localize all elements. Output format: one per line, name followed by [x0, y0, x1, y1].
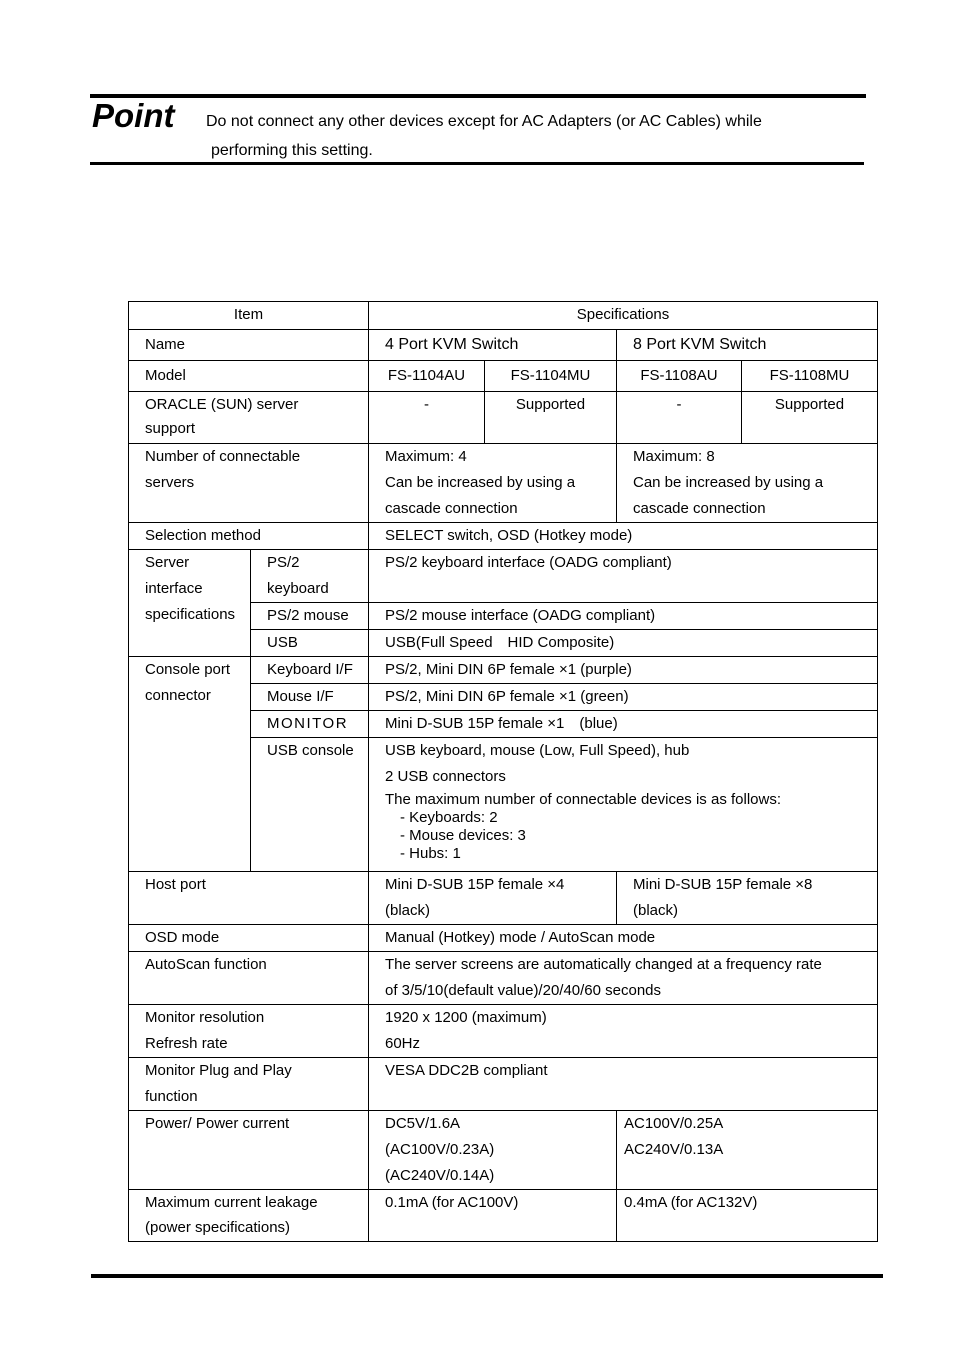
row-label — [129, 1190, 369, 1242]
point-top-rule — [90, 94, 866, 98]
row-label — [129, 1058, 369, 1111]
point-note-line2: performing this setting. — [211, 142, 373, 159]
table-header-row — [129, 302, 878, 330]
value-line: (black) — [385, 902, 431, 919]
header-specifications: Specifications — [369, 302, 878, 330]
cell-value: 0.4mA (for AC132V) — [617, 1190, 878, 1242]
cell-value: PS/2 mouse interface (OADG compliant) — [369, 603, 878, 630]
cell-value: Supported — [742, 392, 878, 444]
row-label-line: Console port — [145, 661, 231, 678]
point-note-line1: Do not connect any other devices except for AC Adapters (or AC Cables) while — [206, 113, 762, 130]
cell-value — [617, 872, 878, 925]
point-bottom-rule — [90, 162, 864, 165]
value-line: Maximum: 8 — [633, 448, 715, 465]
row-label — [129, 392, 369, 444]
row-label: Name — [129, 330, 369, 361]
value-line: USB keyboard, mouse (Low, Full Speed), hub — [385, 742, 690, 759]
sub-label: Keyboard I/F — [251, 657, 369, 684]
value-line: AC100V/0.25A — [624, 1115, 724, 1132]
row-label — [129, 444, 369, 523]
sub-label: MONITOR — [251, 711, 369, 738]
row-label-line: connector — [145, 687, 211, 704]
value-line: 60Hz — [385, 1035, 421, 1052]
value-line: of 3/5/10(default value)/20/40/60 seconds — [385, 982, 662, 999]
row-label: Power/ Power current — [129, 1111, 369, 1190]
sub-label: USB — [251, 630, 369, 657]
cell-value: FS-1108MU — [742, 361, 878, 392]
cell-value: USB(Full Speed HID Composite) — [369, 630, 878, 657]
cell-value: 4 Port KVM Switch — [369, 330, 617, 361]
table-row — [129, 1005, 878, 1058]
value-line: The server screens are automatically changed at a frequency rate — [385, 956, 822, 973]
table-row — [129, 925, 878, 952]
value-line: DC5V/1.6A — [385, 1115, 461, 1132]
sub-label-line: keyboard — [267, 580, 329, 597]
cell-value: Supported — [485, 392, 617, 444]
cell-value — [369, 1111, 617, 1190]
row-label — [129, 1005, 369, 1058]
row-label-line: Monitor resolution — [145, 1009, 265, 1026]
cell-value: FS-1108AU — [617, 361, 742, 392]
value-line: (AC100V/0.23A) — [385, 1141, 495, 1158]
value-line: - Hubs: 1 — [400, 845, 461, 862]
row-label-line: function — [145, 1088, 198, 1105]
row-label-line: support — [145, 420, 196, 437]
cell-value — [369, 872, 617, 925]
cell-value: - — [369, 392, 485, 444]
row-label-line: interface — [145, 580, 203, 597]
table-row — [129, 392, 878, 444]
row-label: OSD mode — [129, 925, 369, 952]
cell-value — [369, 738, 878, 872]
cell-value — [617, 1111, 878, 1190]
row-label-line: specifications — [145, 606, 236, 623]
cell-value: PS/2 keyboard interface (OADG compliant) — [369, 550, 878, 603]
row-label-line: servers — [145, 474, 195, 491]
value-line: Can be increased by using a — [633, 474, 824, 491]
value-line: (AC240V/0.14A) — [385, 1167, 495, 1184]
row-label-line: Number of connectable — [145, 448, 301, 465]
cell-value — [369, 952, 878, 1005]
value-line: Mini D-SUB 15P female ×8 — [633, 876, 813, 893]
value-line: The maximum number of connectable devices is as follows: — [385, 791, 782, 808]
cell-value — [369, 444, 617, 523]
row-label-line: Monitor Plug and Play — [145, 1062, 292, 1079]
footer-rule — [91, 1274, 883, 1278]
row-label: Selection method — [129, 523, 369, 550]
sub-label: USB console — [251, 738, 369, 872]
table-row — [129, 330, 878, 361]
cell-value: VESA DDC2B compliant — [369, 1058, 878, 1111]
value-line: Can be increased by using a — [385, 474, 576, 491]
value-line: Mini D-SUB 15P female ×4 — [385, 876, 565, 893]
table-row — [129, 1058, 878, 1111]
cell-value: Mini D-SUB 15P female ×1 (blue) — [369, 711, 878, 738]
row-label-line: ORACLE (SUN) server — [145, 396, 299, 413]
cell-value: FS-1104MU — [485, 361, 617, 392]
table-row — [129, 952, 878, 1005]
cell-value: FS-1104AU — [369, 361, 485, 392]
table-row — [129, 523, 878, 550]
cell-value: - — [617, 392, 742, 444]
header-item: Item — [129, 302, 369, 330]
value-line: - Keyboards: 2 — [400, 809, 498, 826]
cell-value: SELECT switch, OSD (Hotkey mode) — [369, 523, 878, 550]
specifications-table — [128, 301, 878, 1242]
point-label: Point — [92, 97, 175, 134]
sub-label-line: PS/2 — [267, 554, 300, 571]
row-label: AutoScan function — [129, 952, 369, 1005]
table-row — [129, 872, 878, 925]
table-row — [129, 444, 878, 523]
table-row — [129, 550, 878, 603]
sub-label — [251, 550, 369, 603]
value-line: cascade connection — [633, 500, 766, 517]
cell-value: Manual (Hotkey) mode / AutoScan mode — [369, 925, 878, 952]
value-line: cascade connection — [385, 500, 518, 517]
row-label: Host port — [129, 872, 369, 925]
sub-label: Mouse I/F — [251, 684, 369, 711]
cell-value — [369, 1005, 878, 1058]
cell-value: PS/2, Mini DIN 6P female ×1 (green) — [369, 684, 878, 711]
cell-value — [617, 444, 878, 523]
value-line: (black) — [633, 902, 679, 919]
sub-label: PS/2 mouse — [251, 603, 369, 630]
value-line: Maximum: 4 — [385, 448, 467, 465]
row-label: Model — [129, 361, 369, 392]
row-label-line: Refresh rate — [145, 1035, 228, 1052]
table-row — [129, 1111, 878, 1190]
table-row — [129, 361, 878, 392]
row-label-line: Maximum current leakage — [145, 1194, 318, 1211]
table-row — [129, 1190, 878, 1242]
value-line: - Mouse devices: 3 — [400, 827, 526, 844]
value-line: 2 USB connectors — [385, 768, 506, 785]
value-line: AC240V/0.13A — [624, 1141, 724, 1158]
cell-value: 8 Port KVM Switch — [617, 330, 878, 361]
row-label — [129, 550, 251, 657]
cell-value: 0.1mA (for AC100V) — [369, 1190, 617, 1242]
value-line: 1920 x 1200 (maximum) — [385, 1009, 547, 1026]
row-label — [129, 657, 251, 872]
table-row — [129, 657, 878, 684]
cell-value: PS/2, Mini DIN 6P female ×1 (purple) — [369, 657, 878, 684]
row-label-line: (power specifications) — [145, 1219, 291, 1236]
row-label-line: Server — [145, 554, 190, 571]
